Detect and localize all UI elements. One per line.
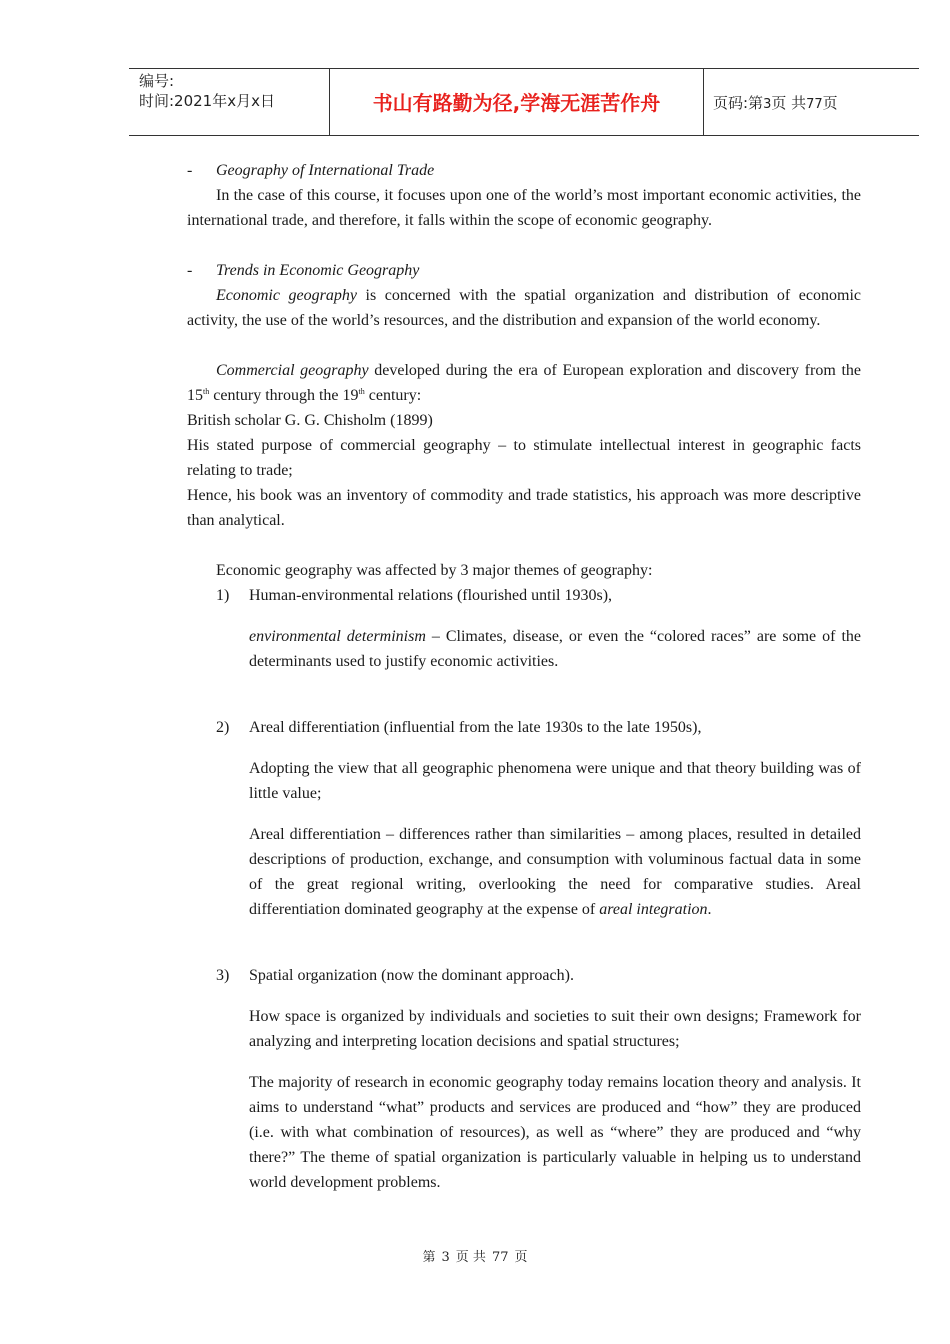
header-page-total: 77 <box>806 97 823 112</box>
footer-prefix: 第 <box>422 1250 436 1265</box>
theme-paragraph: The majority of research in economic geography today remains location theory and analysis. It aims to understand “what” products and services are produced and “how” they are produced (i.e. with what combination of resources), as well as “where” they are produced and “why there?” The theme of spatial organization is particularly valuable in helping us to understand world development problems. <box>249 1074 861 1191</box>
footer-page-current: 3 <box>441 1250 450 1265</box>
paragraph-purpose: His stated purpose of commercial geography – to stimulate intellectual interest in geographic facts relating to trade; <box>187 437 861 479</box>
theme-paragraph: How space is organized by individuals and societies to suit their own designs; Framework for analyzing and interpreting location decisions and spatial structures; <box>249 1008 861 1050</box>
theme-title: Areal differentiation (influential from the late 1930s to the late 1950s), <box>249 719 702 736</box>
footer-mid: 页 共 <box>455 1250 486 1265</box>
theme-paragraph: Adopting the view that all geographic phenomena were unique and that theory building was of little value; <box>249 760 861 802</box>
theme-title: Spatial organization (now the dominant approach). <box>249 967 574 984</box>
document-body <box>187 158 861 1211</box>
document-time-label: 时间:2021年x月x日 <box>139 92 275 110</box>
theme-item <box>216 963 861 988</box>
header-page-suffix: 页 <box>822 94 838 112</box>
footer-page-total: 77 <box>491 1250 509 1265</box>
theme-item <box>216 715 861 740</box>
paragraph-commercial-geography: Commercial geography developed during the era of European exploration and discovery from the 15th century through the 19th century: <box>187 362 861 404</box>
header-page-info <box>704 69 919 135</box>
paragraph-course-scope: In the case of this course, it focuses upon one of the world’s most important economic activities, the international trade, and therefore, it falls within the scope of economic geography. <box>187 187 861 229</box>
term-economic-geography: Economic geography <box>216 287 357 304</box>
bullet-dash: - <box>187 262 193 279</box>
theme-paragraph: Areal differentiation – differences rather than similarities – among places, resulted in detailed descriptions of production, exchange, and consumption with voluminous factual data in some of the great regional writing, overlooking the need for comparative studies. Areal differentiation dominated geography at the expense of areal integration. <box>249 826 861 918</box>
theme-paragraph: environmental determinism – Climates, disease, or even the “colored races” are some of the determinants used to justify economic activities. <box>249 628 861 670</box>
theme-number: 2) <box>216 719 230 736</box>
section-heading <box>187 158 861 183</box>
header-page-mid: 页 共 <box>771 94 807 112</box>
term-environmental-determinism: environmental determinism <box>249 628 426 645</box>
header-left-cell <box>129 69 330 135</box>
page-header <box>129 68 919 136</box>
theme-number: 3) <box>216 967 230 984</box>
paragraph-economic-geography: Economic geography is concerned with the spatial organization and distribution of economic activity, the use of the world’s resources, and the distribution and expansion of the world economy. <box>187 287 862 329</box>
theme-item <box>216 583 861 608</box>
footer-suffix: 页 <box>514 1250 528 1265</box>
paragraph-inventory: Hence, his book was an inventory of commodity and trade statistics, his approach was more descriptive than analytical. <box>187 487 861 529</box>
section-title-international-trade: Geography of International Trade <box>216 162 435 179</box>
header-page-current: 3 <box>763 97 772 112</box>
header-page-prefix: 页码:第 <box>713 94 764 112</box>
theme-number: 1) <box>216 587 230 604</box>
paragraph-chisholm: British scholar G. G. Chisholm (1899) <box>187 412 433 429</box>
document-number-label: 编号: <box>139 72 175 90</box>
term-areal-integration: areal integration <box>599 901 708 918</box>
page-footer <box>0 1246 950 1265</box>
themes-intro: Economic geography was affected by 3 major themes of geography: <box>216 562 653 579</box>
header-motto: 书山有路勤为径,学海无涯苦作舟 <box>330 69 704 135</box>
section-heading <box>187 258 861 283</box>
term-commercial-geography: Commercial geography <box>216 362 369 379</box>
bullet-dash: - <box>187 162 193 179</box>
section-title-trends: Trends in Economic Geography <box>216 262 420 279</box>
theme-title: Human-environmental relations (flourished until 1930s), <box>249 587 613 604</box>
